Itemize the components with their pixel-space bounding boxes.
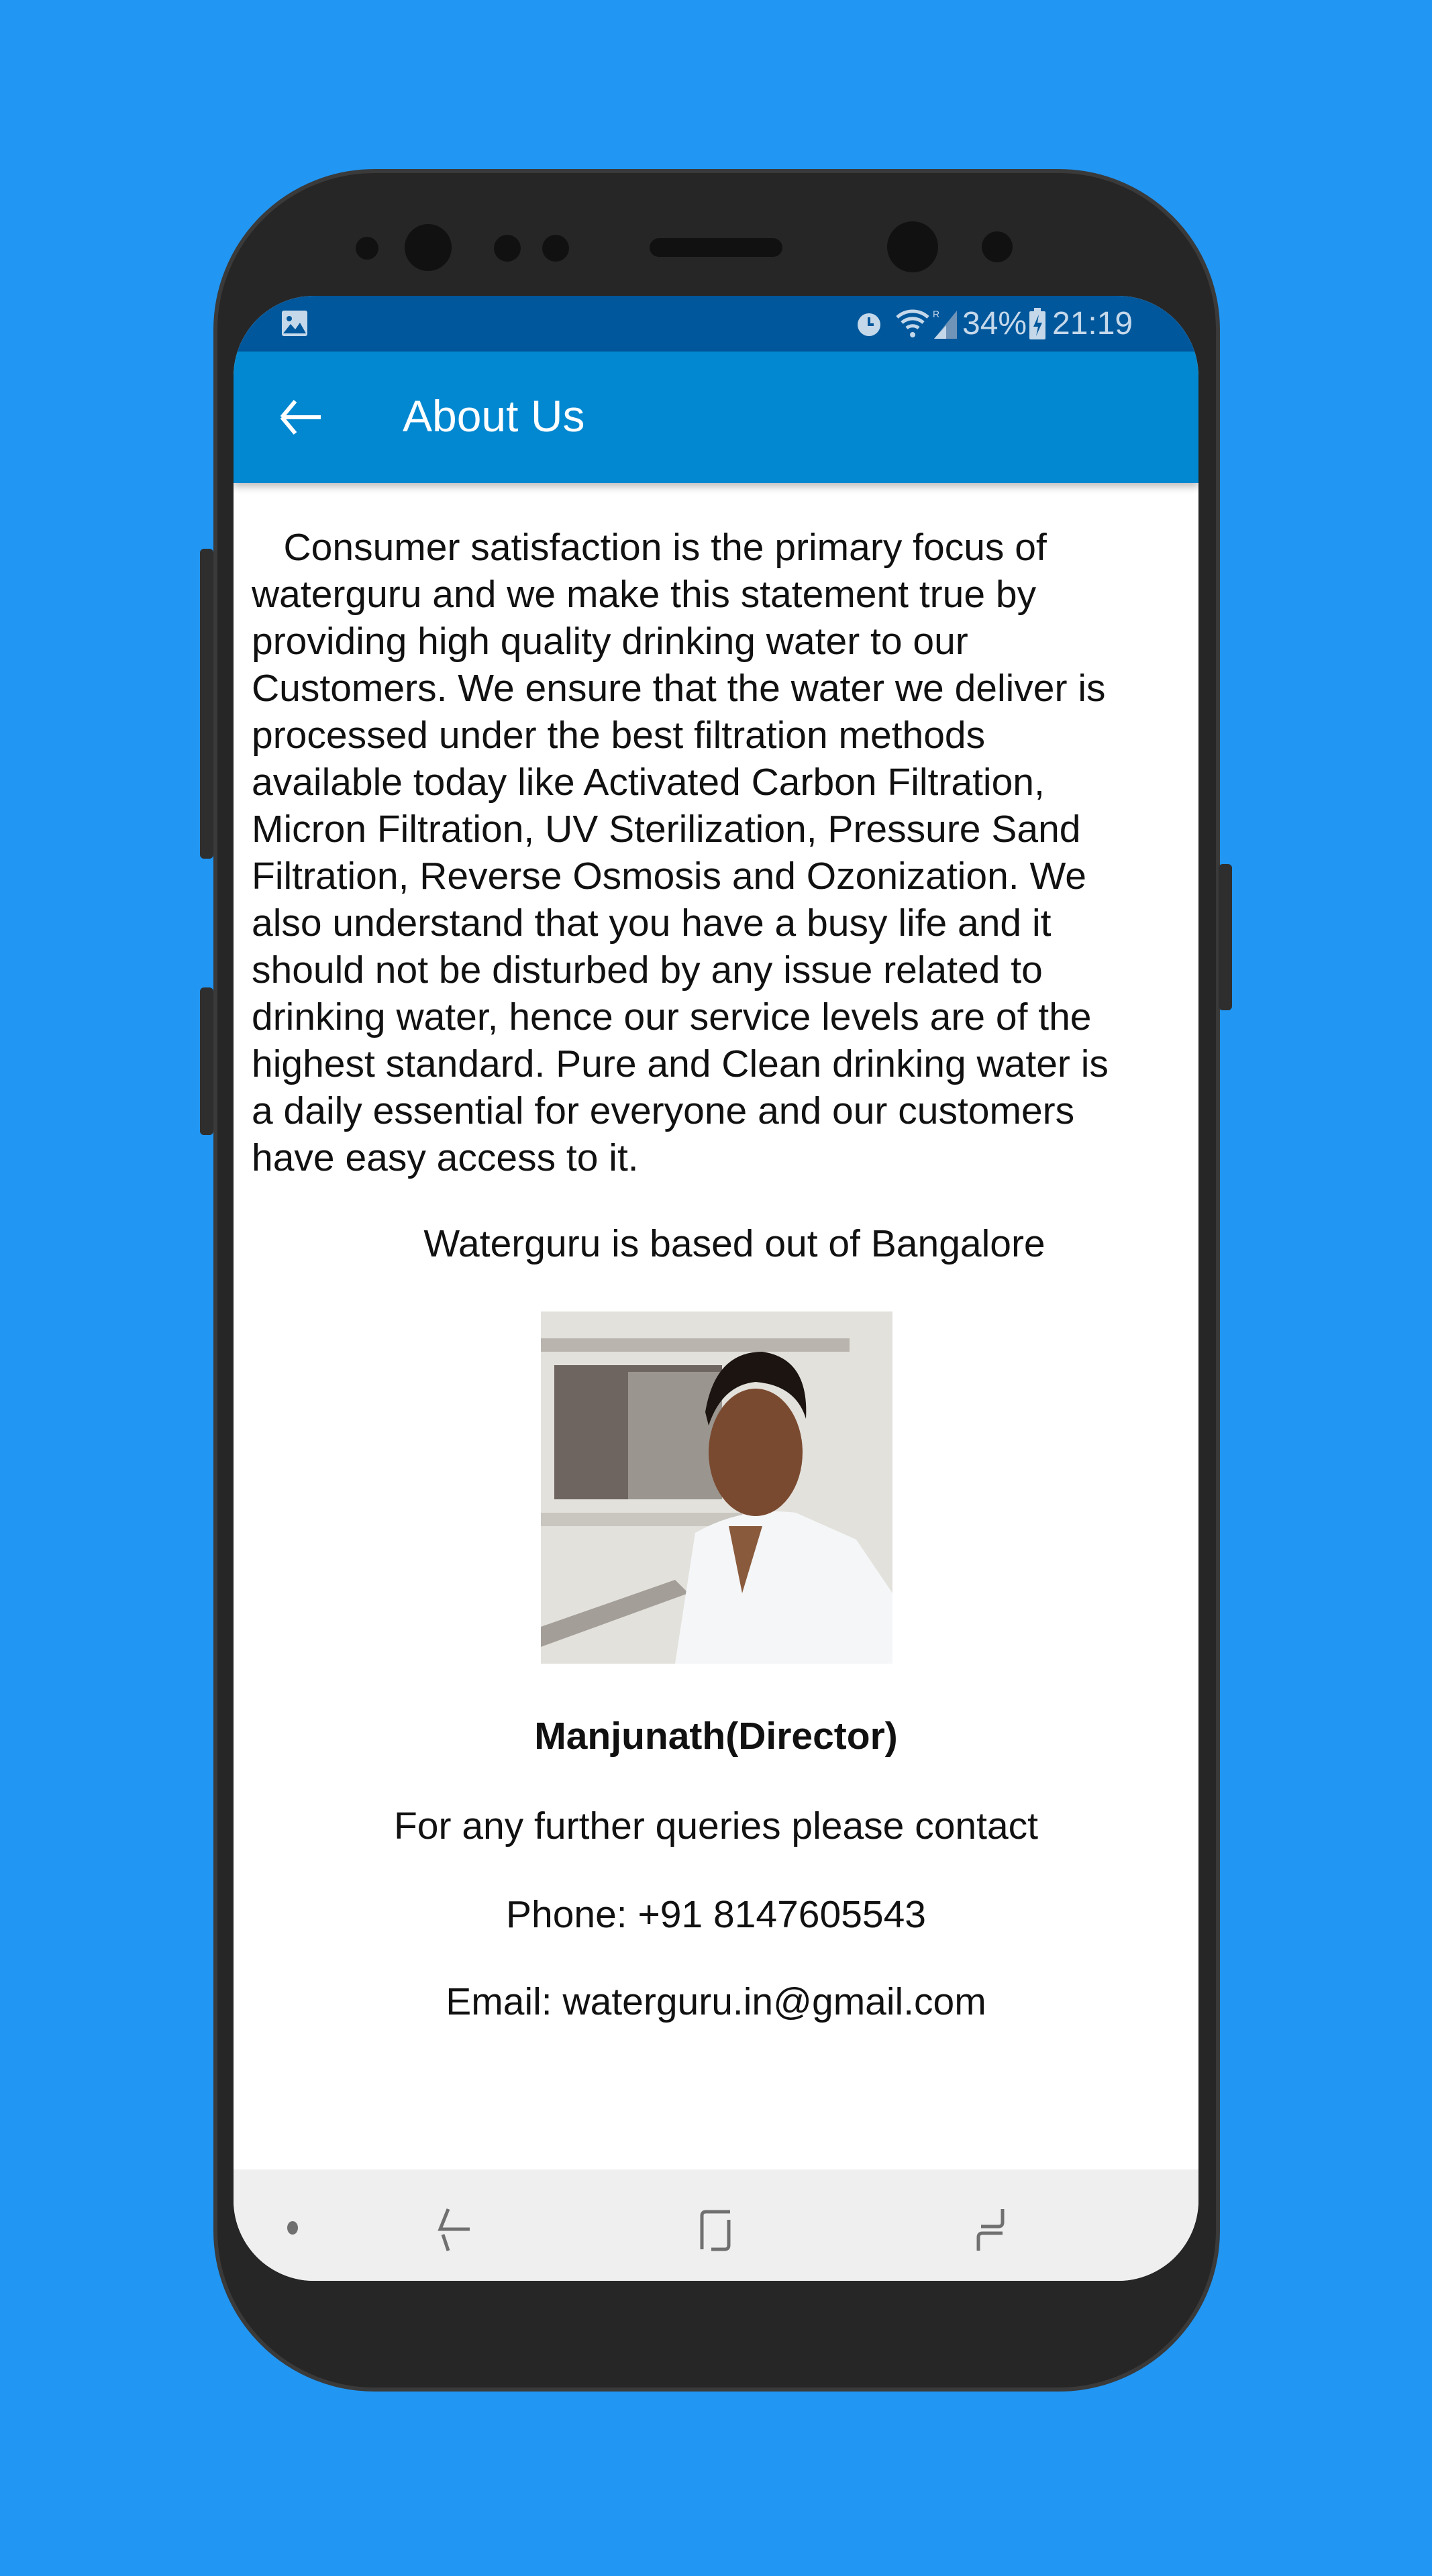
sensor-icon (982, 231, 1013, 262)
speaker-grille (650, 238, 782, 257)
nav-home-icon[interactable] (697, 2206, 744, 2253)
paragraph-line: drinking water, hence our service levels are of the (252, 996, 1092, 1038)
paragraph-line: waterguru and we make this statement true by (252, 573, 1037, 616)
page-title: About Us (403, 391, 585, 441)
sensor-icon (542, 235, 569, 262)
screen (234, 296, 1198, 2281)
paragraph-line: have easy access to it. (252, 1136, 639, 1179)
paragraph-line: Micron Filtration, UV Sterilization, Pressure Sand (252, 808, 1081, 851)
sensor-icon (356, 237, 378, 260)
volume-button (200, 549, 213, 859)
image-notification-icon (280, 309, 309, 337)
paragraph-line: providing high quality drinking water to our (252, 620, 968, 663)
paragraph-line: a daily essential for everyone and our customers (252, 1089, 1075, 1132)
nav-dot-icon (287, 2221, 298, 2235)
contact-prompt: For any further queries please contact (393, 1805, 1038, 1847)
about-paragraph (252, 524, 1109, 1181)
alarm-icon (854, 308, 884, 339)
sensor-icon (494, 235, 521, 262)
nav-recents-icon[interactable] (965, 2206, 1012, 2253)
front-camera-icon (405, 224, 452, 271)
iris-camera-icon (887, 221, 938, 272)
paragraph-line: Consumer satisfaction is the primary focus of (252, 526, 1047, 569)
status-bar (234, 296, 1198, 352)
paragraph-line: highest standard. Pure and Clean drinking water is (252, 1042, 1109, 1085)
battery-percentage: 34% (962, 306, 1027, 341)
power-button (1219, 864, 1232, 1010)
app-bar (234, 352, 1198, 483)
location-text: Waterguru is based out of Bangalore (423, 1222, 1045, 1265)
paragraph-line: Customers. We ensure that the water we deliver is (252, 667, 1106, 710)
clock: 21:19 (1052, 306, 1133, 341)
svg-text:R: R (933, 309, 940, 319)
director-photo (541, 1311, 892, 1664)
phone-number[interactable]: Phone: +91 8147605543 (505, 1893, 927, 1936)
bixby-button (200, 987, 213, 1135)
paragraph-line: available today like Activated Carbon Filtration, (252, 761, 1045, 804)
signal-icon (931, 308, 958, 340)
back-arrow-icon[interactable] (274, 390, 327, 444)
paragraph-line: should not be disturbed by any issue related to (252, 949, 1043, 991)
wifi-icon (894, 307, 935, 340)
navigation-bar (234, 2169, 1198, 2281)
battery-charging-icon (1029, 308, 1046, 340)
nav-back-icon[interactable] (428, 2206, 475, 2253)
paragraph-line: Filtration, Reverse Osmosis and Ozonization. We (252, 855, 1086, 898)
director-name: Manjunath(Director) (534, 1715, 898, 1758)
email-address[interactable]: Email: waterguru.in@gmail.com (446, 1980, 986, 2023)
paragraph-line: also understand that you have a busy life and it (252, 902, 1052, 945)
paragraph-line: processed under the best filtration methods (252, 714, 986, 757)
